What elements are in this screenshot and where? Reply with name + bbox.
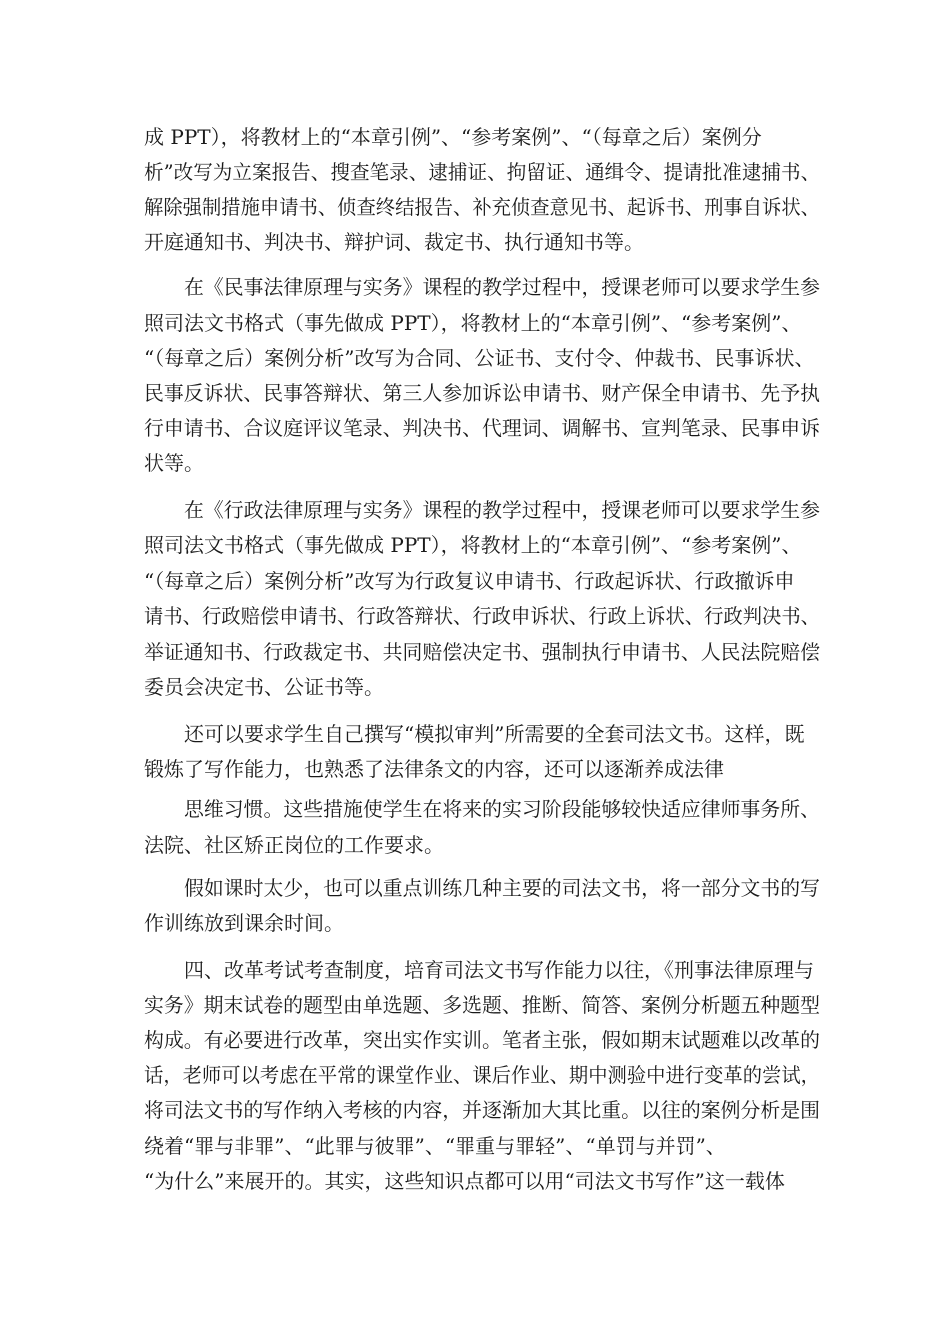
text-line: 四、改革考试考查制度，培育司法文书写作能力以往，《刑事法律原理与 xyxy=(184,958,814,982)
text-line: 在《民事法律原理与实务》课程的教学过程中，授课老师可以要求学生参 xyxy=(184,275,821,299)
text-line: 请书、行政赔偿申请书、行政答辩状、行政申诉状、行政上诉状、行政判决书、 xyxy=(144,604,820,628)
text-line: 行申请书、合议庭评议笔录、判决书、代理词、调解书、宣判笔录、民事申诉 xyxy=(144,416,820,440)
text-line: 开庭通知书、判决书、辩护词、裁定书、执行通知书等。 xyxy=(144,230,644,254)
text-line: 绕着“罪与非罪”、“此罪与彼罪”、“罪重与罪轻”、“单罚与并罚”、 xyxy=(144,1134,726,1158)
text-line: “（每章之后）案例分析”改写为行政复议申请书、行政起诉状、行政撤诉申 xyxy=(144,569,795,593)
text-line: 实务》期末试卷的题型由单选题、多选题、推断、简答、案例分析题五种题型 xyxy=(144,993,820,1017)
text-line: 照司法文书格式（事先做成 PPT），将教材上的“本章引例”、“参考案例”、 xyxy=(144,311,802,335)
text-line: 构成。有必要进行改革，突出实作实训。笔者主张，假如期末试题难以改革的 xyxy=(144,1028,820,1052)
text-line: 假如课时太少，也可以重点训练几种主要的司法文书，将一部分文书的写 xyxy=(184,876,821,900)
text-line: 解除强制措施申请书、侦查终结报告、补充侦查意见书、起诉书、刑事自诉状、 xyxy=(144,195,820,219)
text-line: 民事反诉状、民事答辩状、第三人参加诉讼申请书、财产保全申请书、先予执 xyxy=(144,381,820,405)
text-line: 举证通知书、行政裁定书、共同赔偿决定书、强制执行申请书、人民法院赔偿 xyxy=(144,640,820,664)
text-line: 话，老师可以考虑在平常的课堂作业、课后作业、期中测验中进行变革的尝试， xyxy=(144,1063,820,1087)
text-line: 委员会决定书、公证书等。 xyxy=(144,675,384,699)
text-line: 法院、社区矫正岗位的工作要求。 xyxy=(144,833,444,857)
text-line: 锻炼了写作能力，也熟悉了法律条文的内容，还可以逐渐养成法律 xyxy=(144,757,724,781)
text-line: 将司法文书的写作纳入考核的内容，并逐渐加大其比重。以往的案例分析是围 xyxy=(144,1098,820,1122)
text-line: 状等。 xyxy=(144,451,204,475)
text-line: 思维习惯。这些措施使学生在将来的实习阶段能够较快适应律师事务所、 xyxy=(184,797,821,821)
text-line: “为什么”来展开的。其实，这些知识点都可以用“司法文书写作”这一载体 xyxy=(144,1169,785,1193)
text-line: 在《行政法律原理与实务》课程的教学过程中，授课老师可以要求学生参 xyxy=(184,498,821,522)
text-line: 还可以要求学生自己撰写“模拟审判”所需要的全套司法文书。这样，既 xyxy=(184,722,805,746)
text-line: 析”改写为立案报告、搜查笔录、逮捕证、拘留证、通缉令、提请批准逮捕书、 xyxy=(144,160,821,184)
text-line: 照司法文书格式（事先做成 PPT），将教材上的“本章引例”、“参考案例”、 xyxy=(144,533,802,557)
text-line: 作训练放到课余时间。 xyxy=(144,911,344,935)
text-line: “（每章之后）案例分析”改写为合同、公证书、支付令、仲裁书、民事诉状、 xyxy=(144,346,815,370)
text-line: 成 PPT），将教材上的“本章引例”、“参考案例”、“（每章之后）案例分 xyxy=(144,125,762,149)
